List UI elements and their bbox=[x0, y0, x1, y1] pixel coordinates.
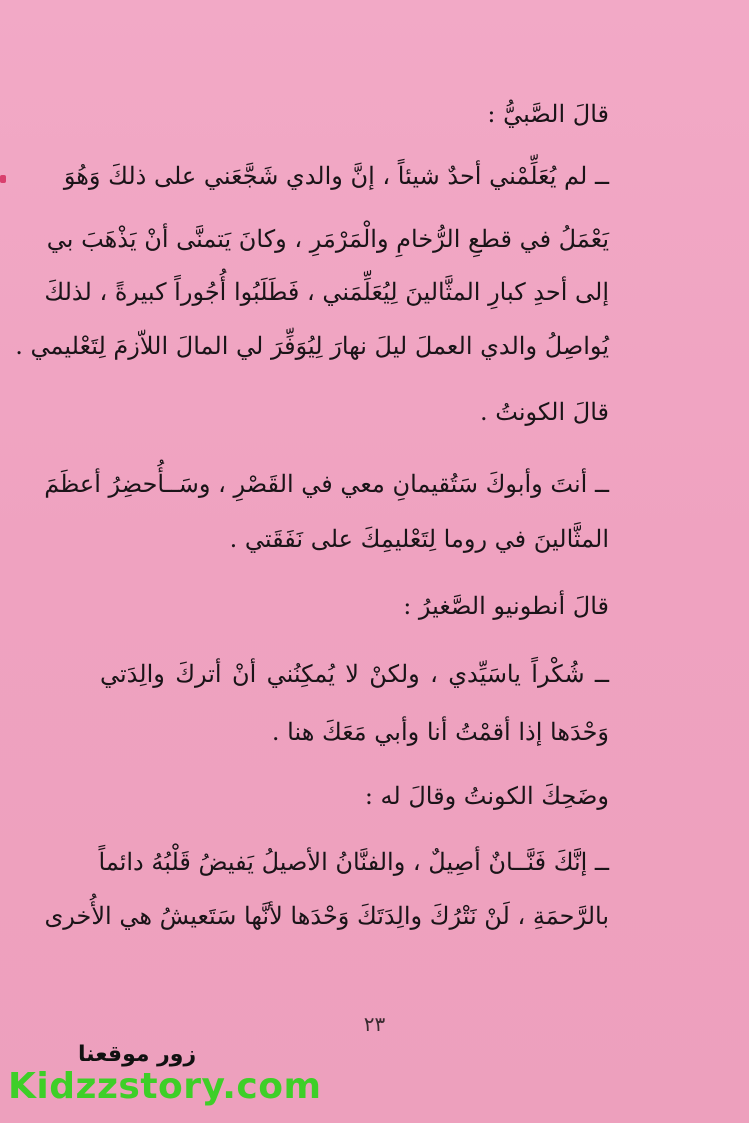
paragraph-line: ــ شُكْراً ياسَيِّدي ، ولكنْ لا يُمكِنُني أنْ أتركَ والِدَتي bbox=[100, 660, 609, 688]
paragraph-line: وَحْدَها إذا أقمْتُ أنا وأبي مَعَكَ هنا . bbox=[271, 718, 609, 746]
paragraph-line: ــ أنتَ وأبوكَ سَتُقيمانِ معي في القَصْرِ ، وسَــأُحضِرُ أعظَمَ bbox=[44, 470, 609, 498]
paragraph-line: يَعْمَلُ في قطعِ الرُّخامِ والْمَرْمَرِ ، وكانَ يَتمنَّى أنْ يَذْهَبَ بي bbox=[46, 225, 609, 253]
site-watermark-link[interactable] bbox=[8, 1040, 322, 1120]
paragraph-line: ــ إنَّكَ فَنَّــانٌ أصِيلٌ ، والفنَّانُ الأصيلُ يَفيضُ قَلْبُهُ دائماً bbox=[98, 848, 609, 876]
speaker-line-antonio: قالَ أنطونيو الصَّغيرُ : bbox=[403, 592, 609, 620]
margin-mark bbox=[0, 175, 6, 183]
watermark-site-name: Kidzzstory.com bbox=[8, 1066, 322, 1107]
speaker-line-count: قالَ الكونتُ . bbox=[480, 398, 609, 426]
speaker-line-boy: قالَ الصَّبيُّ : bbox=[487, 100, 609, 128]
paragraph-line: يُواصِلُ والدي العملَ ليلَ نهارَ لِيُوَفِّرَ لي المالَ اللاّزمَ لِتَعْليمي . bbox=[15, 332, 609, 360]
narration-line: وضَحِكَ الكونتُ وقالَ له : bbox=[364, 782, 609, 810]
paragraph-line: المثَّالينَ في روما لِتَعْليمِكَ على نَفَقَتي . bbox=[229, 525, 609, 553]
watermark-visit-text: زور موقعنا bbox=[78, 1042, 197, 1067]
paragraph-line: بالرَّحمَةِ ، لَنْ نَتْرُكَ والِدَتَكَ وَحْدَها لأنَّها سَتَعيشُ هي الأُخرى bbox=[44, 902, 609, 930]
page-number: ٢٣ bbox=[363, 1012, 386, 1036]
paragraph-line: إلى أحدِ كبارِ المثَّالينَ لِيُعَلِّمَني ، فَطَلَبُوا أُجُوراً كبيرةً ، لذلكَ bbox=[44, 278, 609, 306]
paragraph-line: ــ لم يُعَلِّمْني أحدٌ شيئاً ، إنَّ والدي شَجَّعَني على ذلكَ وَهُوَ bbox=[63, 162, 609, 190]
